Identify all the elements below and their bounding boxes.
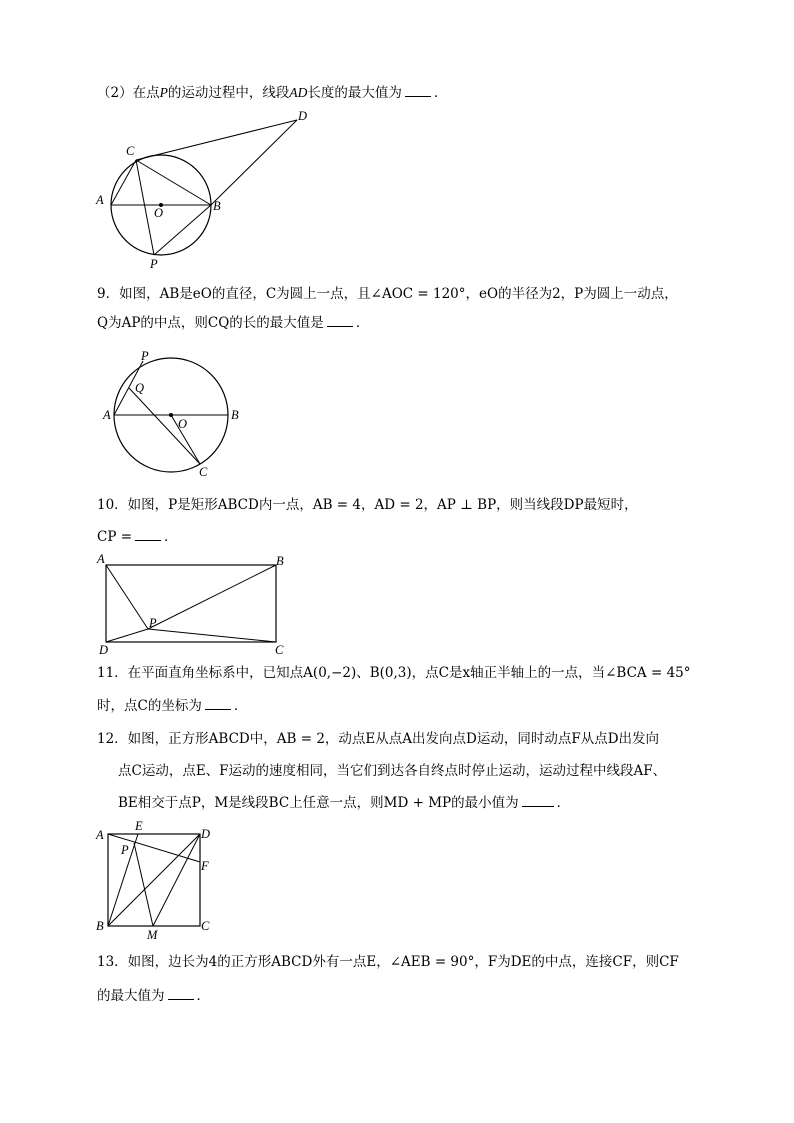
q13-line2: 的最大值为 ．: [97, 988, 210, 1004]
q9-line2: Q为AP的中点，则CQ的长的最大值是 ．: [97, 315, 370, 331]
label-b: B: [231, 408, 239, 422]
q12-line1: 12．如图，正方形ABCD中，AB = 2，动点E从点A出发向点D运动，同时动点F从点D出发向: [97, 731, 660, 747]
answer-blank[interactable]: [522, 794, 554, 807]
q10-line2: CP = ．: [97, 529, 178, 545]
answer-blank[interactable]: [205, 697, 231, 710]
segment-cd: [136, 120, 297, 160]
label-c: C: [126, 144, 135, 158]
label-p: P: [150, 257, 158, 271]
q12-line2: 点C运动，点E、F运动的速度相同，当它们到达各自终点时停止运动，运动过程中线段AF、: [118, 763, 667, 779]
segment-bd: [211, 120, 297, 205]
q12-line3: BE相交于点P，M是线段BC上任意一点，则MD + MP的最小值为 ．: [118, 795, 571, 811]
label-d: D: [99, 643, 109, 657]
answer-blank[interactable]: [327, 314, 353, 327]
answer-blank[interactable]: [135, 528, 161, 541]
segment-md: [153, 834, 200, 926]
segment-ap: [106, 565, 148, 629]
label-p: P: [121, 843, 129, 857]
answer-blank[interactable]: [168, 987, 194, 1000]
label-c: C: [275, 643, 284, 657]
label-a: A: [96, 828, 104, 842]
segment-bp: [148, 565, 276, 629]
answer-blank[interactable]: [405, 84, 431, 97]
label-d: D: [298, 109, 308, 123]
label-a: A: [97, 552, 105, 566]
figure-circle-cq: [100, 348, 260, 478]
figure-rectangle-abcd: [94, 550, 304, 660]
segment-cp: [136, 160, 154, 255]
q8-part2-text: （2）在点P的运动过程中，线段AD长度的最大值为 ．: [97, 85, 448, 101]
label-o: O: [178, 417, 188, 431]
label-e: E: [135, 819, 143, 833]
label-p: P: [141, 349, 149, 363]
label-b: B: [213, 199, 221, 213]
segment-cb: [136, 160, 211, 205]
label-c: C: [199, 465, 208, 479]
segment-qc: [129, 388, 200, 464]
label-o: O: [154, 206, 164, 220]
q9-line1: 9．如图，AB是eO的直径，C为圆上一点，且∠AOC = 120°，eO的半径为2，P为圆上一动点，: [97, 286, 678, 302]
label-c: C: [201, 919, 210, 933]
label-m: M: [147, 928, 158, 942]
label-p: P: [149, 616, 157, 630]
label-a: A: [96, 193, 104, 207]
label-q: Q: [135, 381, 145, 395]
segment-ac: [111, 160, 136, 205]
label-b: B: [276, 554, 284, 568]
label-a: A: [103, 408, 111, 422]
q10-line1: 10．如图，P是矩形ABCD内一点，AB = 4，AD = 2，AP ⊥ BP，则当线段DP最短时，: [97, 497, 638, 513]
figure-circle-cad: [92, 108, 322, 271]
center-dot: [169, 413, 173, 417]
q11-line1: 11．在平面直角坐标系中，已知点A(0,−2)、B(0,3)，点C是x轴正半轴上的一点，当∠BCA = 45°: [97, 665, 691, 681]
label-f: F: [201, 859, 209, 873]
segment-cp: [148, 629, 276, 642]
label-b: B: [96, 919, 104, 933]
q13-line1: 13．如图，边长为4的正方形ABCD外有一点E，∠AEB = 90°，F为DE的中点，连接CF，则CF: [97, 954, 679, 970]
segment-dp: [106, 629, 148, 642]
q11-line2: 时，点C的坐标为 ．: [97, 698, 248, 714]
label-d: D: [201, 827, 211, 841]
figure-square-abcd: [92, 818, 232, 943]
